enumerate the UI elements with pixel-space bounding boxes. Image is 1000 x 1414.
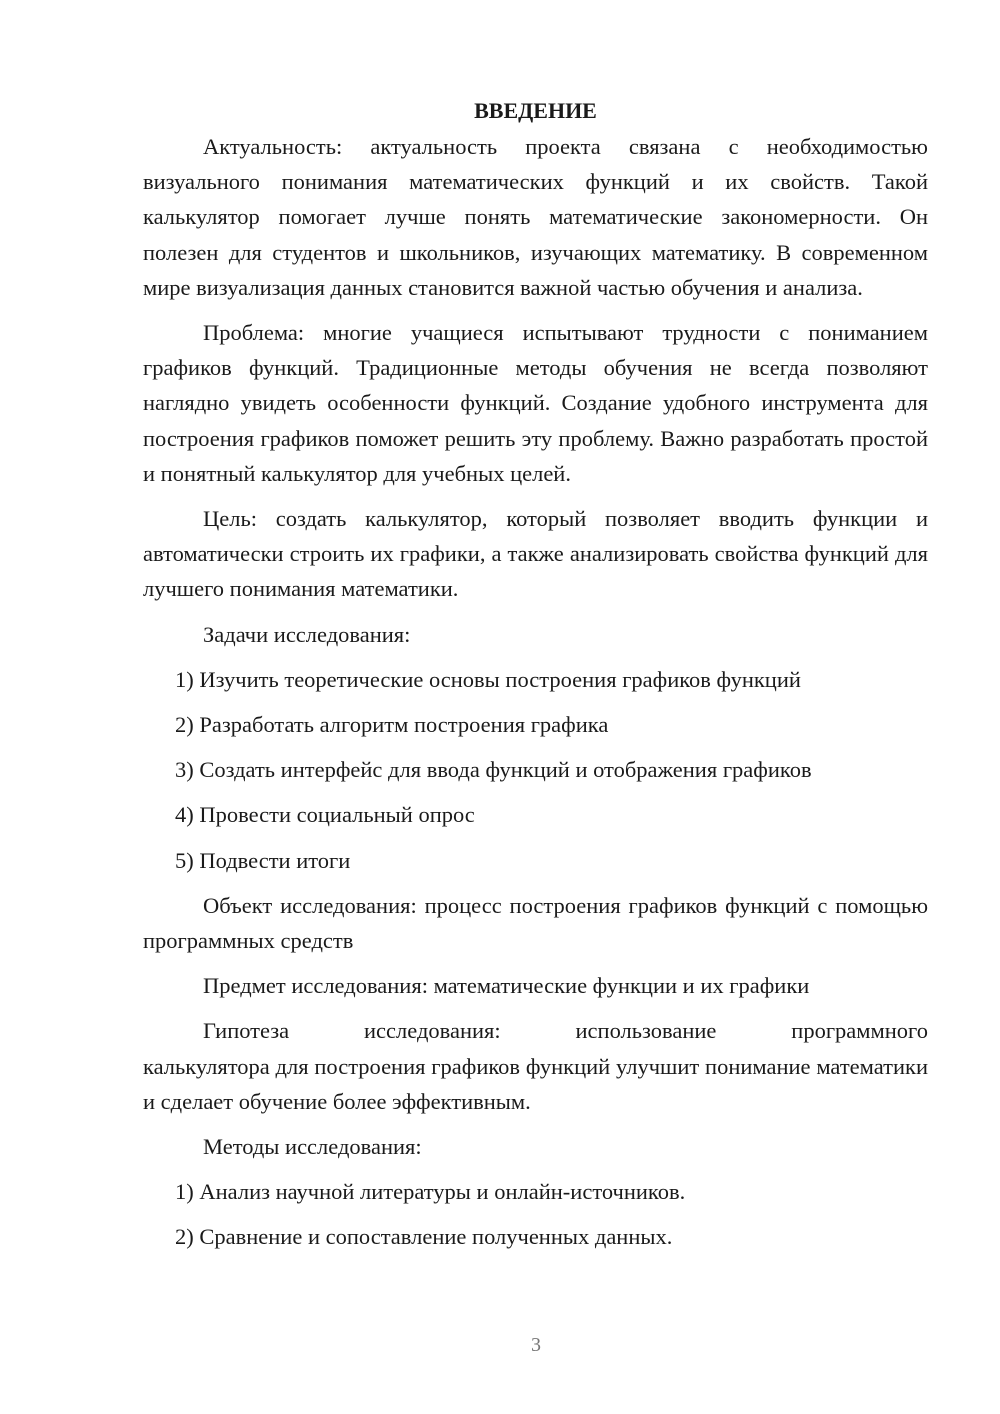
page-number: 3 — [531, 1334, 541, 1356]
hypothesis-rest: калькулятора для построения графиков функций улучшит понимание математики и сделает обучение более эффективным. — [143, 1053, 928, 1114]
hypothesis-word: программного — [791, 1018, 928, 1044]
goal-paragraph: Цель: создать калькулятор, который позволяет вводить функции и автоматически строить их графики, а также анализировать свойства функций для лучшего понимания математики. — [143, 506, 928, 602]
tasks-heading: Задачи исследования: — [203, 621, 411, 647]
problem-paragraph: Проблема: многие учащиеся испытывают трудности с пониманием графиков функций. Традиционные методы обучения не всегда позволяют наглядно увидеть особенности функций. Создание удобного инструмента для построения графиков поможет решить эту проблему. Важно разработать простой и понятный калькулятор для учебных целей. — [143, 320, 928, 486]
task-item: 1) Изучить теоретические основы построения графиков функций — [175, 666, 801, 692]
document-page — [143, 95, 928, 1265]
relevance-paragraph: Актуальность: актуальность проекта связана с необходимостью визуального понимания математических функций и их свойств. Такой калькулятор помогает лучше понять математические закономерности. Он полезен для студентов и школьников, изучающих математику. В современном мире визуализация данных становится важной частью обучения и анализа. — [143, 134, 928, 300]
hypothesis-first-line — [143, 1013, 928, 1048]
methods-heading: Методы исследования: — [203, 1134, 422, 1160]
task-item: 3) Создать интерфейс для ввода функций и отображения графиков — [175, 757, 812, 783]
task-item: 2) Разработать алгоритм построения графика — [175, 712, 609, 738]
task-item: 4) Провести социальный опрос — [175, 802, 475, 828]
method-item: 1) Анализ научной литературы и онлайн-источников. — [175, 1179, 686, 1205]
hypothesis-word: Гипотеза — [203, 1018, 290, 1044]
hypothesis-paragraph — [143, 1013, 928, 1119]
subject-paragraph: Предмет исследования: математические функции и их графики — [203, 973, 810, 999]
hypothesis-word: использование — [575, 1018, 717, 1044]
section-title: ВВЕДЕНИЕ — [474, 98, 597, 123]
object-paragraph: Объект исследования: процесс построения графиков функций с помощью программных средств — [143, 892, 928, 954]
hypothesis-word: исследования: — [364, 1018, 501, 1044]
task-item: 5) Подвести итоги — [175, 847, 351, 873]
method-item: 2) Сравнение и сопоставление полученных данных. — [175, 1224, 673, 1250]
